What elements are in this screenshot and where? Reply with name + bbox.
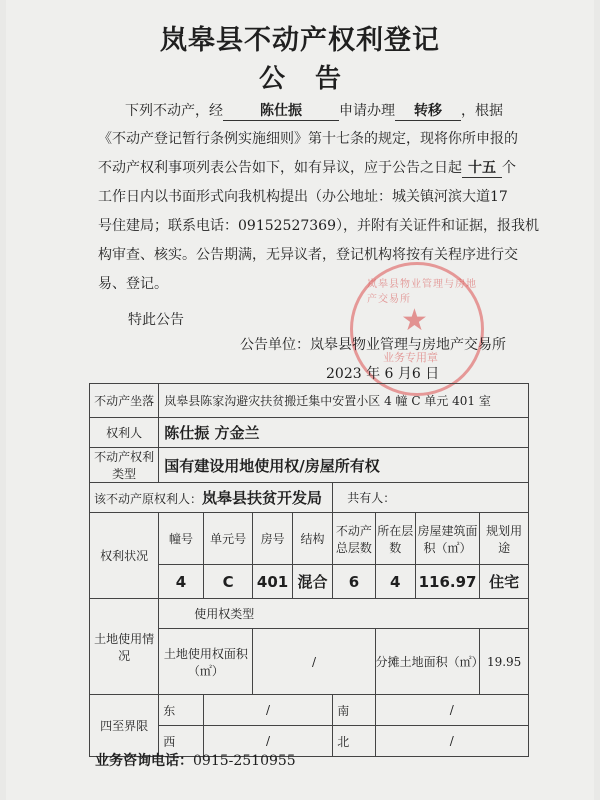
south-value: / [375, 695, 528, 726]
west-label: 西 [159, 726, 204, 757]
issuer-name: 岚皋县物业管理与房地产交易所 [310, 337, 506, 353]
body-text: 下列不动产，经 [125, 103, 223, 119]
boundary-label: 四至界限 [90, 695, 159, 757]
right-type-label: 不动产权利类型 [90, 448, 159, 483]
body-line-7: 易、登记。 [98, 276, 168, 292]
table-row [90, 599, 529, 629]
business-type: 转移 [395, 100, 461, 121]
value-total-floors: 6 [333, 565, 375, 599]
land-use-label: 土地使用情况 [90, 599, 159, 695]
consult-phone-line [95, 750, 296, 770]
header-building: 幢号 [159, 513, 204, 565]
original-owner-label: 该不动产原权利人： [94, 492, 203, 506]
body-line-4: 工作日内以书面形式向我机构提出（办公地址：城关镇河滨大道17 [98, 189, 508, 205]
table-row [90, 513, 529, 565]
header-structure: 结构 [292, 513, 333, 565]
document-subtitle: 公告 [258, 64, 371, 94]
value-structure: 混合 [292, 565, 333, 599]
body-line-3 [98, 157, 516, 178]
issuer-label: 公告单位： [240, 337, 310, 353]
header-total-floors: 不动产总层数 [333, 513, 375, 565]
property-info-table [89, 383, 529, 757]
owner-label: 权利人 [90, 418, 159, 448]
north-value: / [375, 726, 528, 757]
value-room: 401 [253, 565, 292, 599]
consult-phone-number: 0915-2510955 [193, 753, 296, 769]
header-unit: 单元号 [203, 513, 253, 565]
north-label: 北 [333, 726, 375, 757]
header-area: 房屋建筑面积（㎡） [415, 513, 479, 565]
value-area: 116.97 [415, 565, 479, 599]
east-value: / [203, 695, 332, 726]
land-use-type-label: 使用权类型 [159, 599, 529, 629]
land-area-value: / [253, 629, 375, 695]
body-line-2: 《不动产登记暂行条例实施细则》第十七条的规定，现将你所申报的 [98, 131, 518, 147]
table-row [90, 483, 529, 513]
table-row [90, 695, 529, 726]
header-floor: 所在层数 [375, 513, 415, 565]
body-line-6: 构审查、核实。公告期满，无异议者，登记机构将按有关程序进行交 [98, 247, 518, 263]
right-type-value: 国有建设用地使用权/房屋所有权 [159, 448, 529, 483]
body-line-1 [125, 100, 503, 121]
value-floor: 4 [375, 565, 415, 599]
location-value: 岚皋县陈家沟避灾扶贫搬迁集中安置小区 4 幢 C 单元 401 室 [159, 384, 529, 418]
body-text: 不动产权利事项列表公告如下，如有异议，应于公告之日起 [98, 160, 462, 176]
original-owner-value: 岚皋县扶贫开发局 [202, 489, 323, 507]
original-owner-cell [90, 483, 333, 513]
document-title: 岚皋县不动产权利登记 [160, 25, 440, 56]
table-row [90, 448, 529, 483]
right-status-label: 权利状况 [90, 513, 159, 599]
owner-value: 陈仕振 方金兰 [159, 418, 529, 448]
star-icon: ★ [401, 303, 428, 338]
land-area-label: 土地使用权面积（㎡） [159, 629, 253, 695]
south-label: 南 [333, 695, 375, 726]
body-text: ，根据 [461, 103, 503, 119]
value-unit: C [203, 565, 253, 599]
value-building: 4 [159, 565, 204, 599]
value-purpose: 住宅 [480, 565, 529, 599]
body-line-5: 号住建局；联系电话：09152527369），并附有关证件和证据，报我机 [98, 218, 539, 234]
shared-area-value: 19.95 [480, 629, 529, 695]
applicant-name: 陈仕振 [223, 100, 339, 121]
body-text: 个 [502, 160, 516, 176]
seal-ring-text: 岚皋县物业管理与房地产交易所 [367, 279, 477, 305]
notice-date: 2023 年 6 月6 日 [326, 366, 440, 382]
table-row [90, 418, 529, 448]
issuer-line [240, 334, 506, 354]
seal-sub-text: 业务专用章 [383, 351, 438, 364]
header-room: 房号 [253, 513, 292, 565]
shared-area-label: 分摊土地面积（㎡） [375, 629, 480, 695]
co-owner-label: 共有人： [333, 483, 529, 513]
notice-closing: 特此公告 [128, 312, 184, 328]
location-label: 不动产坐落 [90, 384, 159, 418]
objection-days: 十五 [462, 157, 502, 178]
west-value: / [203, 726, 332, 757]
body-text: 申请办理 [339, 103, 395, 119]
table-row [90, 384, 529, 418]
east-label: 东 [159, 695, 204, 726]
header-purpose: 规划用途 [480, 513, 529, 565]
consult-phone-label: 业务咨询电话： [95, 753, 193, 769]
